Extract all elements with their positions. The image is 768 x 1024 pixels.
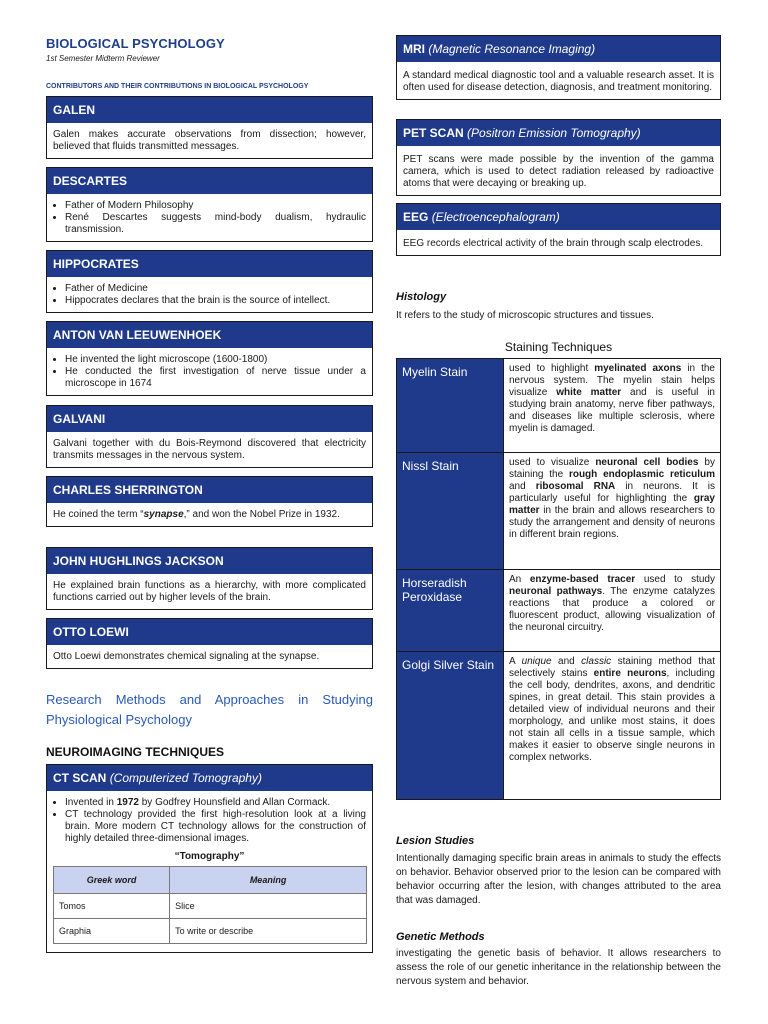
lesion-studies-heading: Lesion Studies [396, 835, 475, 847]
contributor-loewi [46, 618, 373, 669]
neuroimaging-heading: NEUROIMAGING TECHNIQUES [46, 745, 225, 759]
eeg-text: EEG records electrical activity of the brain through scalp electrodes. [403, 238, 704, 249]
contributor-name: HIPPOCRATES [47, 251, 372, 277]
table-row [397, 359, 721, 453]
table-row [397, 453, 721, 570]
bullet-item: • He invented the light microscope (1600-1800) [65, 354, 366, 366]
contributor-name: GALEN [47, 97, 372, 123]
contributor-name: OTTO LOEWI [47, 619, 372, 645]
text-segment: An [509, 574, 530, 585]
bullet-item: • Father of Modern Philosophy [65, 200, 366, 212]
pet-scan-name: PET SCAN [403, 126, 464, 140]
contributor-bullets [47, 348, 372, 395]
stain-name-cell: Golgi Silver Stain [397, 652, 504, 800]
text-segment: gray matter [509, 493, 715, 516]
text-segment: neuronal pathways [509, 586, 603, 597]
text-segment: in the nervous system. The myelin stain helps visualize [509, 363, 715, 398]
ct-scan-box [46, 764, 373, 953]
text-segment: enzyme-based tracer [529, 574, 636, 585]
contributor-text: Otto Loewi demonstrates chemical signaling at the synapse. [53, 651, 320, 662]
contributor-name: ANTON VAN LEEUWENHOEK [47, 322, 372, 348]
mri-box [396, 35, 721, 100]
text-segment: by staining the [509, 457, 715, 480]
text-segment: entire neurons [593, 668, 667, 679]
contributor-bullets [47, 277, 372, 312]
stain-name-cell: Nissl Stain [397, 453, 504, 570]
contributor-galen [46, 96, 373, 159]
pet-scan-full-name: (Positron Emission Tomography) [467, 126, 641, 140]
eeg-header [397, 204, 720, 230]
stain-description-cell [504, 453, 721, 570]
mri-name: MRI [403, 42, 425, 56]
text-segment: . The enzyme catalyzes reactions that produce a colored or fluorescent product, allowing visualization of the neuronal circuitry. [509, 586, 715, 633]
contributor-text [47, 503, 372, 526]
text-segment: myelinated axons [594, 363, 682, 374]
bullet-item: • He conducted the first investigation of nerve tissue under a microscope in 1674 [65, 366, 366, 390]
tomography-table [53, 866, 367, 944]
bullet-item: • Invented in 1972 by Godfrey Hounsfield and Allan Cormack. [65, 797, 366, 809]
text-segment: rough endoplasmic reticulum [568, 469, 715, 480]
contributor-name: JOHN HUGHLINGS JACKSON [47, 548, 372, 574]
ct-scan-name: CT SCAN [53, 771, 107, 785]
table-row [397, 570, 721, 652]
text-segment: and [551, 656, 582, 667]
pet-scan-text: PET scans were made possible by the invention of the gamma camera, which is used to detect radiation released by radioactive atoms that were decaying or breaking up. [403, 154, 714, 189]
contributor-descartes [46, 167, 373, 242]
contributor-text: Galvani together with du Bois-Reymond discovered that electricity transmits messages in the nervous system. [53, 438, 366, 461]
right-column [396, 0, 721, 1024]
contributor-galvani [46, 405, 373, 468]
contributor-text: He explained brain functions as a hierarchy, with more complicated functions carried out by higher levels of the brain. [53, 580, 366, 603]
stain-description-cell [504, 570, 721, 652]
text-segment: He coined the term “ [53, 509, 144, 520]
stain-name-cell: Myelin Stain [397, 359, 504, 453]
table-row [54, 919, 367, 944]
text-segment: in the brain and allows researchers to study the arrangement and density of neurons in different brain regions. [509, 505, 715, 540]
text-segment: A [509, 656, 522, 667]
table-header: Meaning [170, 867, 367, 894]
table-cell: Slice [170, 894, 367, 919]
table-row [54, 894, 367, 919]
document-subtitle: 1st Semester Midterm Reviewer [46, 54, 160, 63]
text-segment: used to highlight [509, 363, 595, 374]
staining-techniques-caption: Staining Techniques [504, 340, 613, 354]
ct-year: 1972 [116, 797, 139, 808]
stain-name-cell: Horseradish Peroxidase [397, 570, 504, 652]
table-header-row [54, 867, 367, 894]
eeg-box [396, 203, 721, 256]
tomography-caption: “Tomography” [174, 851, 245, 862]
ct-scan-header [47, 765, 372, 791]
table-header: Greek word [54, 867, 170, 894]
genetic-methods-text: investigating the genetic basis of behavior. It allows researchers to assess the role of our genetic inheritance in the relationship between the nervous system and behavior. [396, 948, 721, 987]
stain-description-cell [504, 359, 721, 453]
bullet-item: • CT technology provided the first high-resolution look at a living brain. More modern CT technology allows for the construction of highly detailed three-dimensional images. [65, 809, 366, 845]
bullet-item: • Father of Medicine [65, 283, 366, 295]
text-segment: used to study [635, 574, 715, 585]
eeg-full-name: (Electroencephalogram) [431, 210, 560, 224]
stain-description-cell [504, 652, 721, 800]
contributor-bullets [47, 194, 372, 241]
pet-scan-header [397, 120, 720, 146]
ct-scan-full-name: (Computerized Tomography) [109, 771, 262, 785]
pet-scan-box [396, 119, 721, 196]
text-segment: classic [581, 656, 612, 667]
text-segment: staining method that selectively stains [509, 656, 715, 679]
contributor-leeuwenhoek [46, 321, 373, 396]
left-column [46, 0, 373, 1024]
genetic-methods-heading: Genetic Methods [396, 931, 485, 943]
table-cell: Tomos [54, 894, 170, 919]
bullet-item: • Hippocrates declares that the brain is the source of intellect. [65, 295, 366, 307]
contributor-name: CHARLES SHERRINGTON [47, 477, 372, 503]
contributor-hippocrates [46, 250, 373, 313]
document-title: BIOLOGICAL PSYCHOLOGY [46, 36, 225, 51]
histology-text: It refers to the study of microscopic structures and tissues. [396, 310, 654, 321]
contributor-sherrington [46, 476, 373, 527]
contributors-heading: CONTRIBUTORS AND THEIR CONTRIBUTIONS IN BIOLOGICAL PSYCHOLOGY [46, 83, 309, 90]
staining-table [396, 358, 721, 800]
ct-scan-body [47, 791, 372, 952]
text-segment: in neurons. It is particularly useful for highlighting the [509, 481, 715, 504]
contributor-name: DESCARTES [47, 168, 372, 194]
mri-full-name: (Magnetic Resonance Imaging) [428, 42, 596, 56]
table-cell: Graphia [54, 919, 170, 944]
text-segment: unique [521, 656, 552, 667]
bullet-item: • René Descartes suggests mind-body dualism, hydraulic transmission. [65, 212, 366, 236]
synapse-term: synapse [143, 509, 184, 520]
mri-header [397, 36, 720, 62]
mri-text: A standard medical diagnostic tool and a valuable research asset. It is often used for disease detection, diagnosis, and treatment monitoring. [403, 70, 714, 93]
text-segment: ,” and won the Nobel Prize in 1932. [183, 509, 340, 520]
contributor-text: Galen makes accurate observations from dissection; however, believed that fluids transmitted messages. [53, 129, 366, 152]
table-cell: To write or describe [170, 919, 367, 944]
table-row [397, 652, 721, 800]
text-segment: and [509, 481, 536, 492]
contributor-jackson [46, 547, 373, 610]
text-segment: white matter [556, 387, 622, 398]
text-segment: ribosomal RNA [535, 481, 616, 492]
text-segment: neuronal cell bodies [595, 457, 699, 468]
text-segment: , including the cell body, dendrites, axons, and dendritic spines, in great detail. This stain provides a detailed view of individual neurons and their morphology, and unlike most stains, it does not stain all cells in a tissue sample, which makes it easier to observe single neurons in complex networks. [509, 668, 715, 763]
lesion-studies-text: Intentionally damaging specific brain areas in animals to study the effects on behavior. Behavior observed prior to the lesion can be compared with behavior occurring after the lesion, with changes attributed to the area that was damaged. [396, 853, 721, 906]
text-segment: and is useful in studying brain anatomy, nerve fiber pathways, and diseases like multiple sclerosis, where myelin is damaged. [509, 387, 715, 434]
research-methods-heading: Research Methods and Approaches in Studying Physiological Psychology [46, 692, 373, 727]
histology-heading: Histology [396, 291, 447, 303]
text-segment: used to visualize [509, 457, 596, 468]
eeg-name: EEG [403, 210, 429, 224]
contributor-name: GALVANI [47, 406, 372, 432]
